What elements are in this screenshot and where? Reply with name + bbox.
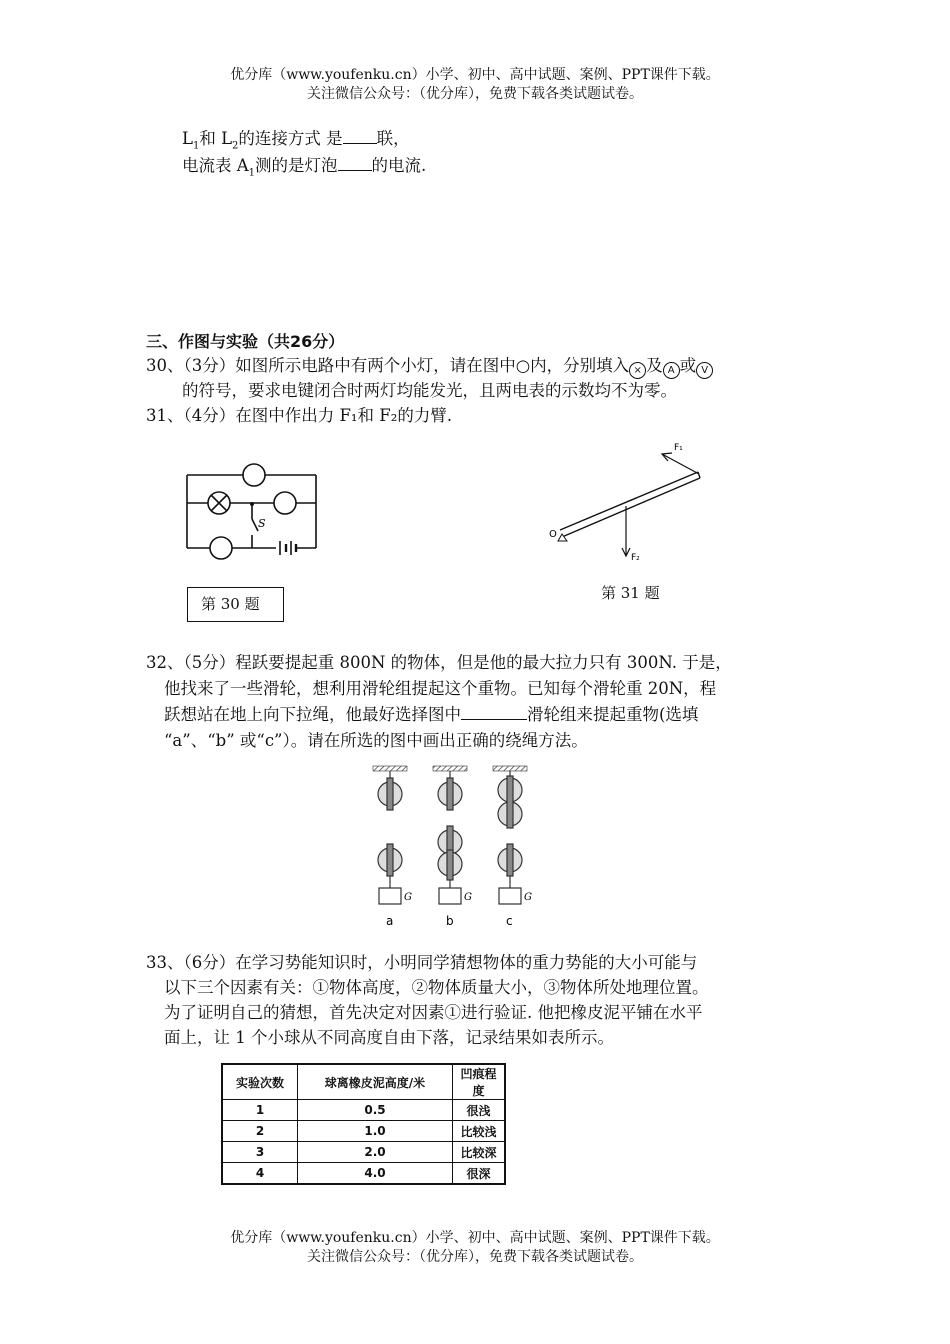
- q32-line-4: “a”、“b” 或“c”）。请在所选的图中画出正确的绕绳方法。: [164, 731, 588, 750]
- pivot-label: O: [549, 529, 557, 540]
- experiment-table: [221, 1063, 506, 1185]
- table-row: 4 4.0 很深: [222, 1163, 505, 1185]
- section-title: 三、作图与实验（共26分）: [146, 332, 345, 351]
- table-row: 1 0.5 很浅: [222, 1100, 505, 1121]
- q32-line-1: 32、（5分）程跃要提起重 800N 的物体，但是他的最大拉力只有 300N. 于是，: [146, 653, 732, 672]
- page-footer: [0, 1229, 950, 1267]
- table-row: 2 1.0 比较浅: [222, 1121, 505, 1142]
- pulley-diagram: [365, 762, 540, 932]
- q33-line-4: 面上，让 1 个小球从不同高度自由下落，记录结果如表所示。: [164, 1028, 614, 1047]
- voltmeter-symbol-icon: V: [696, 362, 713, 379]
- q33-line-2: 以下三个因素有关：①物体高度，②物体质量大小，③物体所处地理位置。: [164, 978, 709, 997]
- f1-label: F₁: [674, 443, 683, 453]
- q30-line-1: 30、（3分）如图所示电路中有两个小灯，请在图中○内，分别填入 × 及 A 或 V: [146, 353, 713, 379]
- page-header: [0, 66, 950, 104]
- header-line-1: 优分库（www.youfenku.cn）小学、初中、高中试题、案例、PPT课件下载。: [230, 67, 720, 83]
- header-line-2: 关注微信公众号：（优分库），免费下载各类试题试卷。: [307, 86, 643, 102]
- answer-blank[interactable]: [338, 154, 372, 171]
- circuit-circle-bottom[interactable]: [210, 537, 232, 559]
- pulley-label-a: a: [386, 914, 394, 928]
- f2-label: F₂: [631, 553, 640, 563]
- q31-line-1: 31、（4分）在图中作出力 F₁和 F₂的力臂.: [146, 406, 453, 425]
- footer-line-2: 关注微信公众号：（优分库），免费下载各类试题试卷。: [307, 1249, 643, 1265]
- lamp-symbol-icon: ×: [629, 362, 646, 379]
- pulley-label-c: c: [506, 914, 513, 928]
- q33-line-1: 33、（6分）在学习势能知识时，小明同学猜想物体的重力势能的大小可能与: [146, 953, 698, 972]
- q32-line-2: 他找来了一些滑轮，想利用滑轮组提起这个重物。已知每个滑轮重 20N，程: [164, 679, 717, 698]
- table-header-row: [222, 1064, 505, 1100]
- ammeter-symbol-icon: A: [663, 362, 680, 379]
- lever-diagram: [540, 438, 715, 570]
- question-ammeter-measures: 电流表 $A_1$测的是灯泡 的电流.: [182, 156, 427, 179]
- weight-label-a: G: [404, 892, 412, 903]
- weight-label-b: G: [464, 892, 472, 903]
- table-header-cell: 实验次数: [222, 1064, 298, 1100]
- circuit-circle-top[interactable]: [243, 464, 265, 486]
- footer-line-1: 优分库（www.youfenku.cn）小学、初中、高中试题、案例、PPT课件下载。: [230, 1230, 720, 1246]
- q30-line-2: 的符号，要求电键闭合时两灯均能发光，且两电表的示数均不为零。: [182, 381, 677, 400]
- q32-line-3: 跃想站在地上向下拉绳，他最好选择图中 滑轮组来提起重物(选填: [164, 705, 699, 724]
- q31-caption: 第 31 题: [601, 584, 660, 602]
- table-row: 3 2.0 比较深: [222, 1142, 505, 1163]
- circuit-circle-right[interactable]: [274, 492, 296, 514]
- answer-blank[interactable]: [343, 127, 377, 144]
- table-header-cell: 球离橡皮泥高度/米: [298, 1064, 453, 1100]
- pulley-choice-blank[interactable]: [461, 703, 527, 720]
- switch-label: S: [258, 517, 266, 530]
- q33-line-3: 为了证明自己的猜想，首先决定对因素①进行验证. 他把橡皮泥平铺在水平: [164, 1003, 703, 1022]
- table-header-cell: 凹痕程度: [453, 1064, 506, 1100]
- question-connection-type: $L_1$和 $L_2$的连接方式 是 联，: [182, 129, 410, 152]
- pulley-label-b: b: [446, 914, 454, 928]
- q30-caption-box: 第 30 题: [187, 587, 284, 622]
- weight-label-c: G: [524, 892, 532, 903]
- circuit-diagram: [180, 455, 325, 565]
